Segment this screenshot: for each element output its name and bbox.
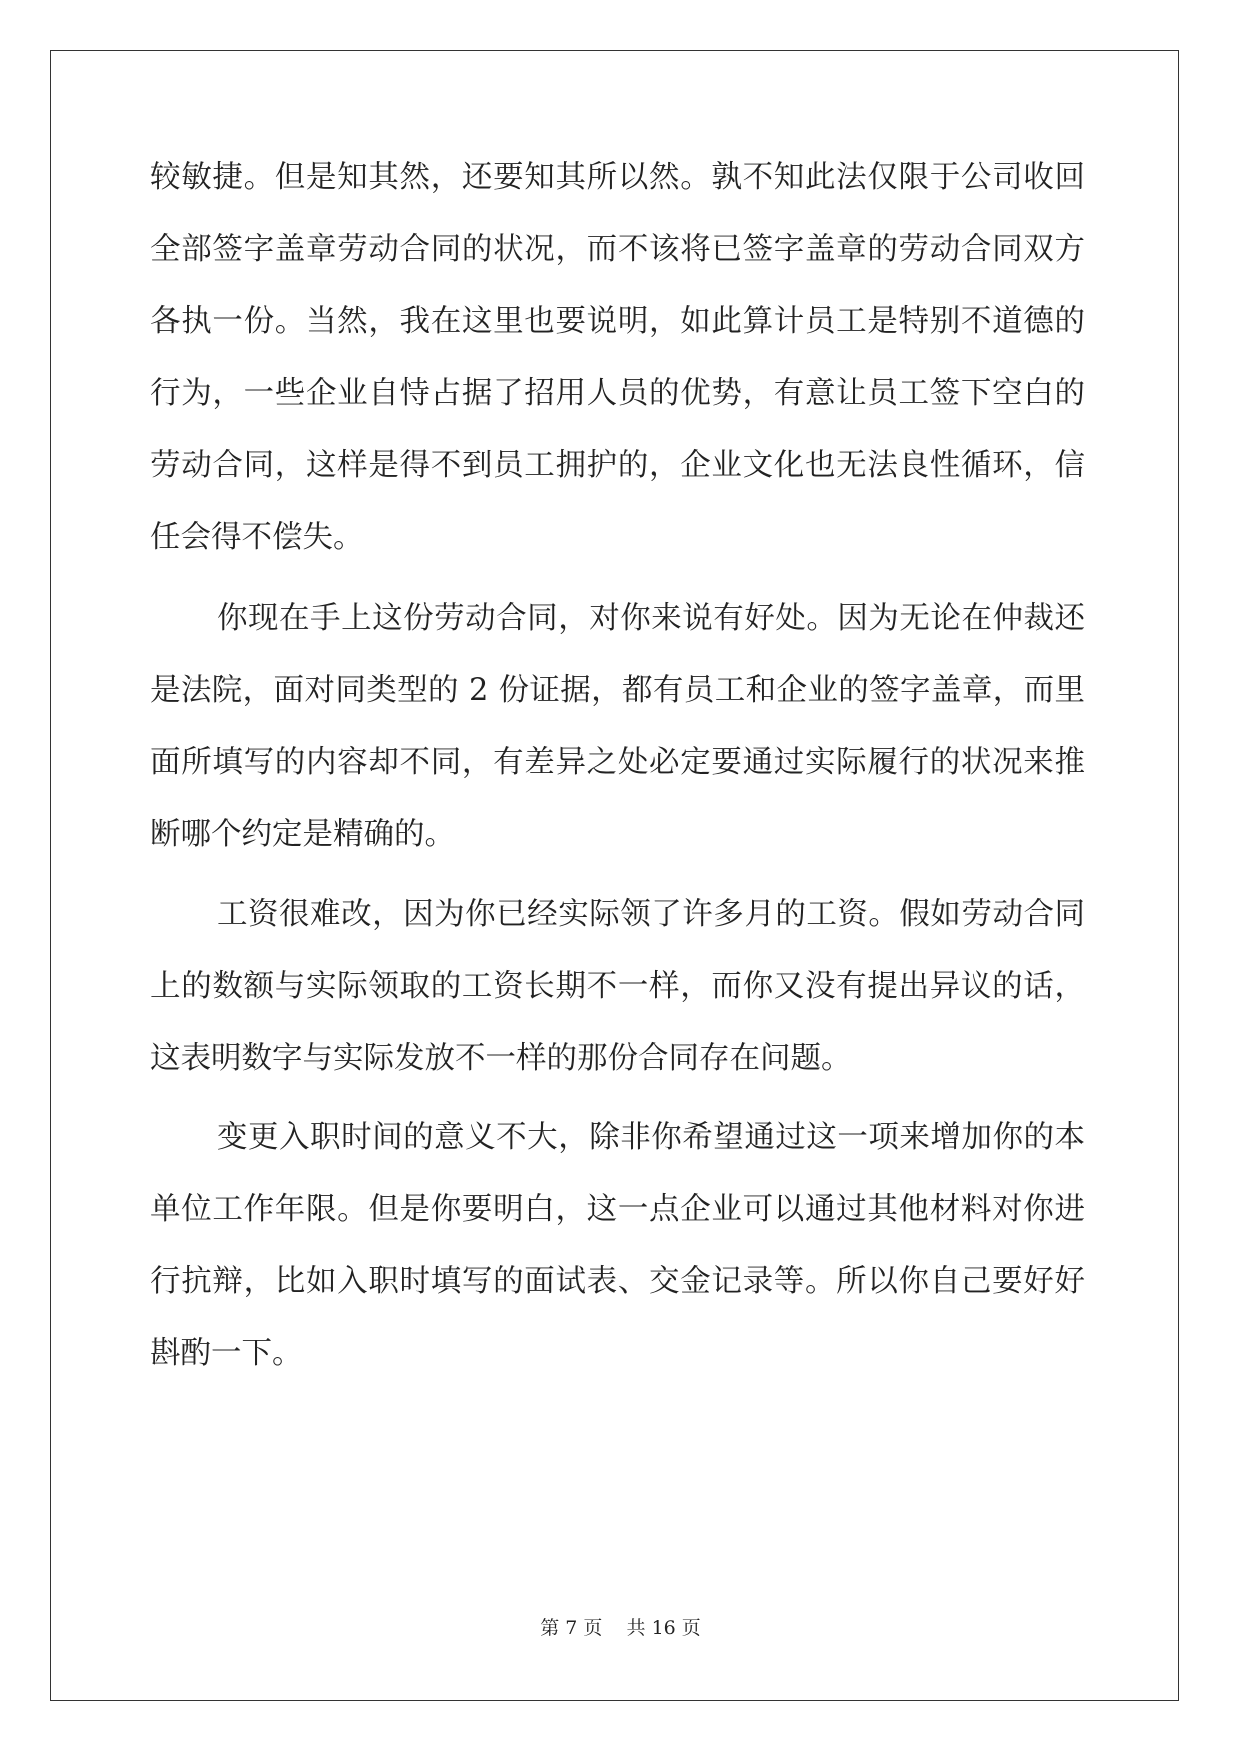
text-line: 这表明数字与实际发放不一样的那份合同存在问题。: [150, 1041, 852, 1076]
text-line: 各执一份。当然，我在这里也要说明，如此算计员工是特别不道德的: [150, 304, 1085, 339]
text-line: 任会得不偿失。: [150, 520, 364, 555]
text-line: 较敏捷。但是知其然，还要知其所以然。孰不知此法仅限于公司收回: [150, 160, 1085, 195]
page-footer: [0, 1616, 1241, 1640]
text-line: 行抗辩，比如入职时填写的面试表、交金记录等。所以你自己要好好: [150, 1264, 1085, 1299]
page-total: 共 16 页: [626, 1617, 701, 1639]
text-line-first: 你现在手上这份劳动合同，对你来说有好处。因为无论在仲裁还: [217, 601, 1085, 636]
text-line: 是法院，面对同类型的 2 份证据，都有员工和企业的签字盖章，而里: [150, 673, 1085, 708]
page-number: 第 7 页: [540, 1617, 603, 1639]
text-line: 面所填写的内容却不同，有差异之处必定要通过实际履行的状况来推: [150, 745, 1085, 780]
text-line: 全部签字盖章劳动合同的状况，而不该将已签字盖章的劳动合同双方: [150, 232, 1085, 267]
text-line: 斟酌一下。: [150, 1336, 303, 1371]
text-line: 行为，一些企业自恃占据了招用人员的优势，有意让员工签下空白的: [150, 376, 1085, 411]
page-border: [50, 50, 1179, 1701]
text-line: 上的数额与实际领取的工资长期不一样，而你又没有提出异议的话，: [150, 969, 1085, 1004]
text-line-first: 变更入职时间的意义不大，除非你希望通过这一项来增加你的本: [217, 1120, 1085, 1155]
text-line: 断哪个约定是精确的。: [150, 817, 455, 852]
text-line: 劳动合同，这样是得不到员工拥护的，企业文化也无法良性循环，信: [150, 448, 1085, 483]
text-line: 单位工作年限。但是你要明白，这一点企业可以通过其他材料对你进: [150, 1192, 1085, 1227]
text-line-first: 工资很难改，因为你已经实际领了许多月的工资。假如劳动合同: [217, 897, 1085, 932]
